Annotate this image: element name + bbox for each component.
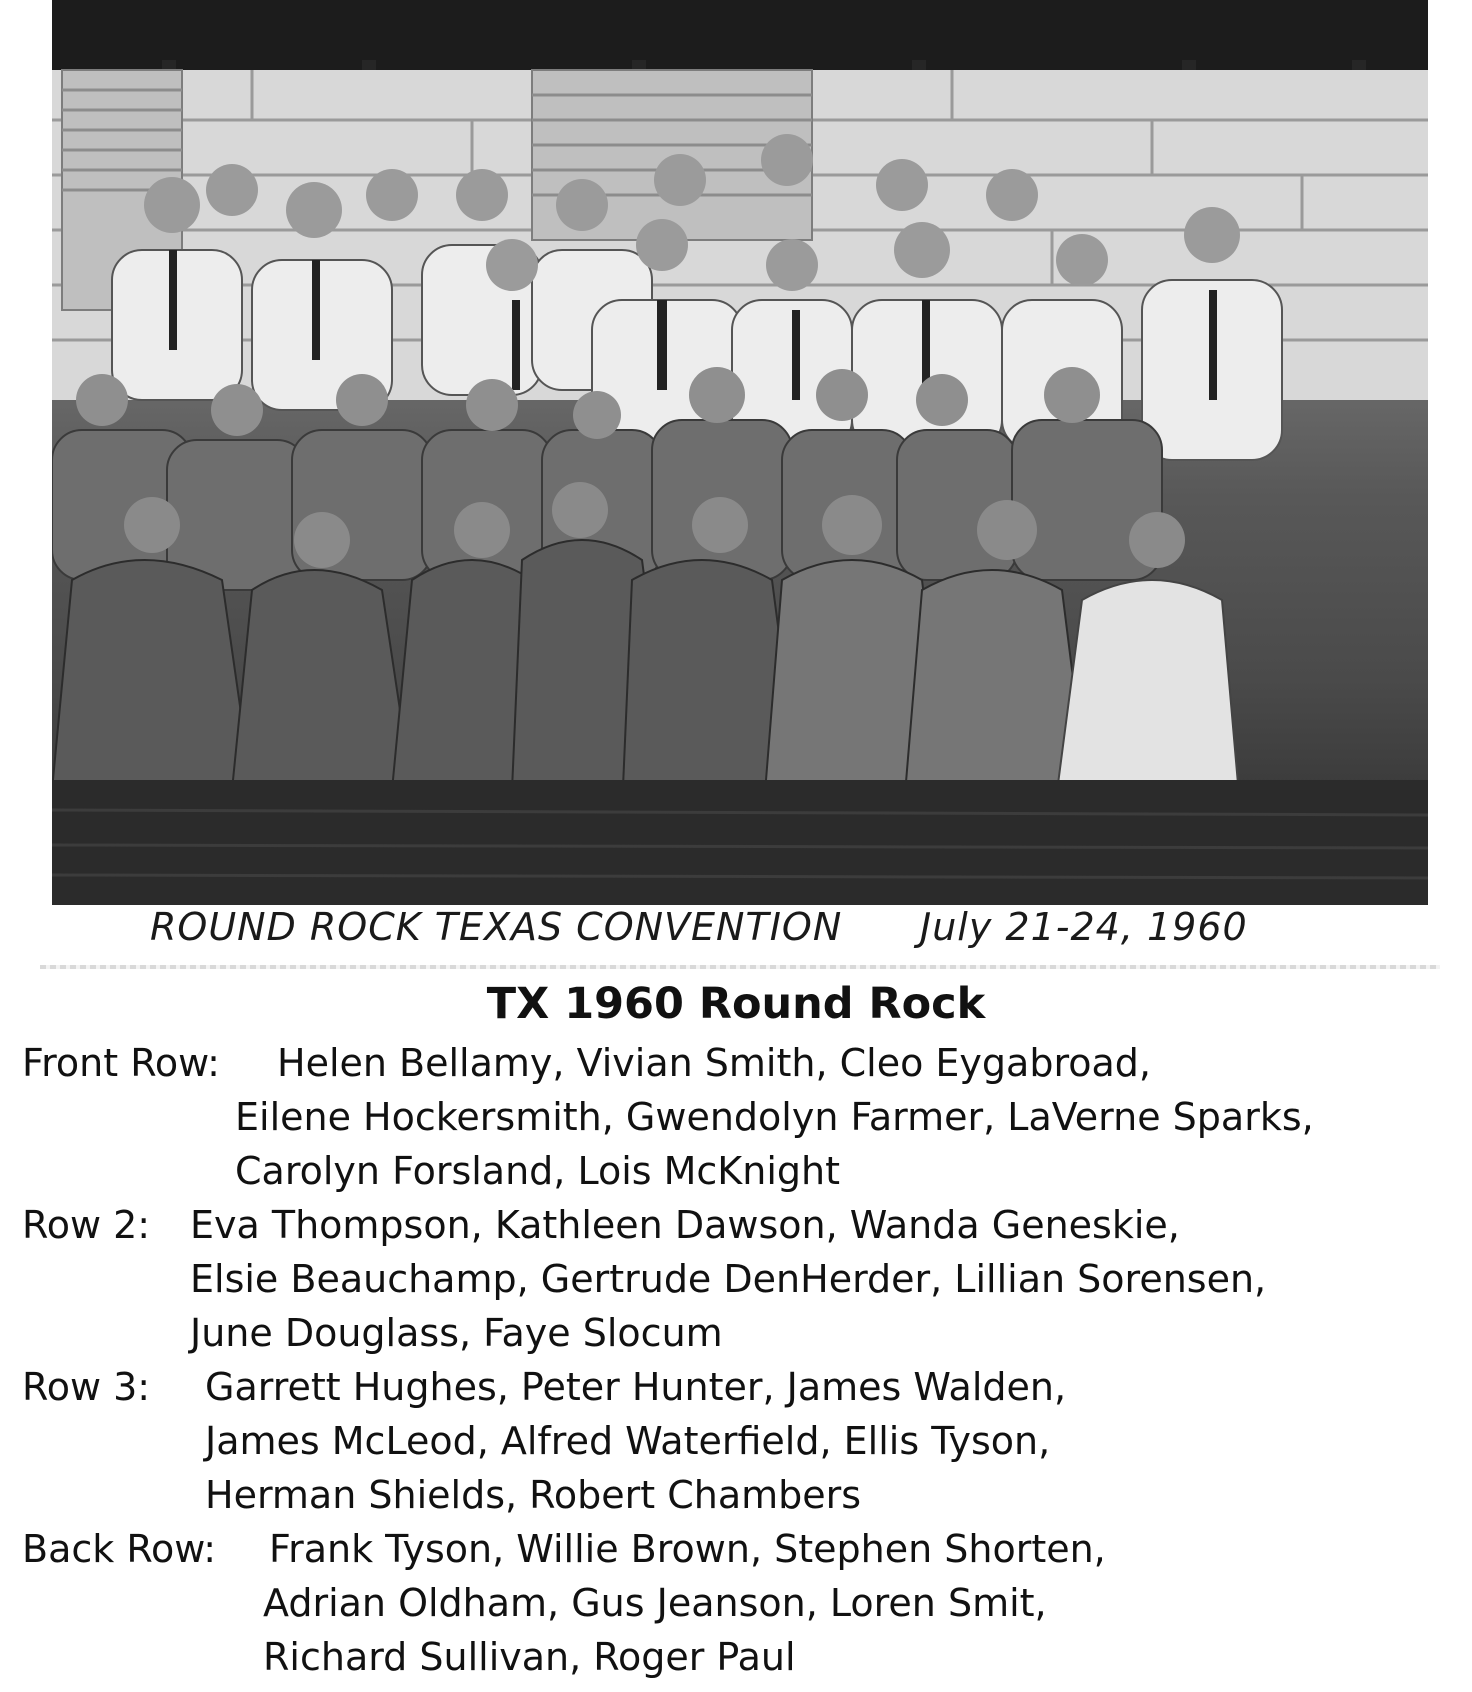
row-back: [22, 1522, 1462, 1684]
name-line: Carolyn Forsland, Lois McKnight: [235, 1149, 840, 1193]
name-line: Helen Bellamy, Vivian Smith, Cleo Eygabroad,: [277, 1041, 1151, 1085]
group-photo: [52, 0, 1428, 905]
photo-torn-edge: [40, 965, 1440, 969]
name-line: Richard Sullivan, Roger Paul: [263, 1635, 796, 1679]
group-photo-illustration: [52, 0, 1428, 905]
names-list: [22, 1036, 1462, 1684]
row-front: [22, 1036, 1462, 1198]
name-line: Eilene Hockersmith, Gwendolyn Farmer, LaVerne Sparks,: [235, 1095, 1314, 1139]
row-3: [22, 1360, 1462, 1522]
name-line: Elsie Beauchamp, Gertrude DenHerder, Lillian Sorensen,: [190, 1257, 1267, 1301]
row-2: [22, 1198, 1462, 1360]
row-label: Row 2:: [22, 1203, 151, 1247]
row-label: Front Row:: [22, 1041, 220, 1085]
name-line: Eva Thompson, Kathleen Dawson, Wanda Geneskie,: [190, 1203, 1180, 1247]
handwritten-inscription: [150, 905, 1290, 965]
handwritten-convention: ROUND ROCK TEXAS CONVENTION: [150, 905, 843, 949]
name-line: Frank Tyson, Willie Brown, Stephen Shorten,: [269, 1527, 1106, 1571]
row-label: Back Row:: [22, 1527, 217, 1571]
name-line: Adrian Oldham, Gus Jeanson, Loren Smit,: [263, 1581, 1047, 1625]
handwritten-date: July 21-24, 1960: [920, 905, 1248, 949]
caption-title: TX 1960 Round Rock: [486, 979, 986, 1029]
row-label: Row 3:: [22, 1365, 151, 1409]
name-line: Garrett Hughes, Peter Hunter, James Walden,: [205, 1365, 1067, 1409]
name-line: June Douglass, Faye Slocum: [190, 1311, 723, 1355]
name-line: Herman Shields, Robert Chambers: [205, 1473, 862, 1517]
name-line: James McLeod, Alfred Waterfield, Ellis Tyson,: [205, 1419, 1051, 1463]
